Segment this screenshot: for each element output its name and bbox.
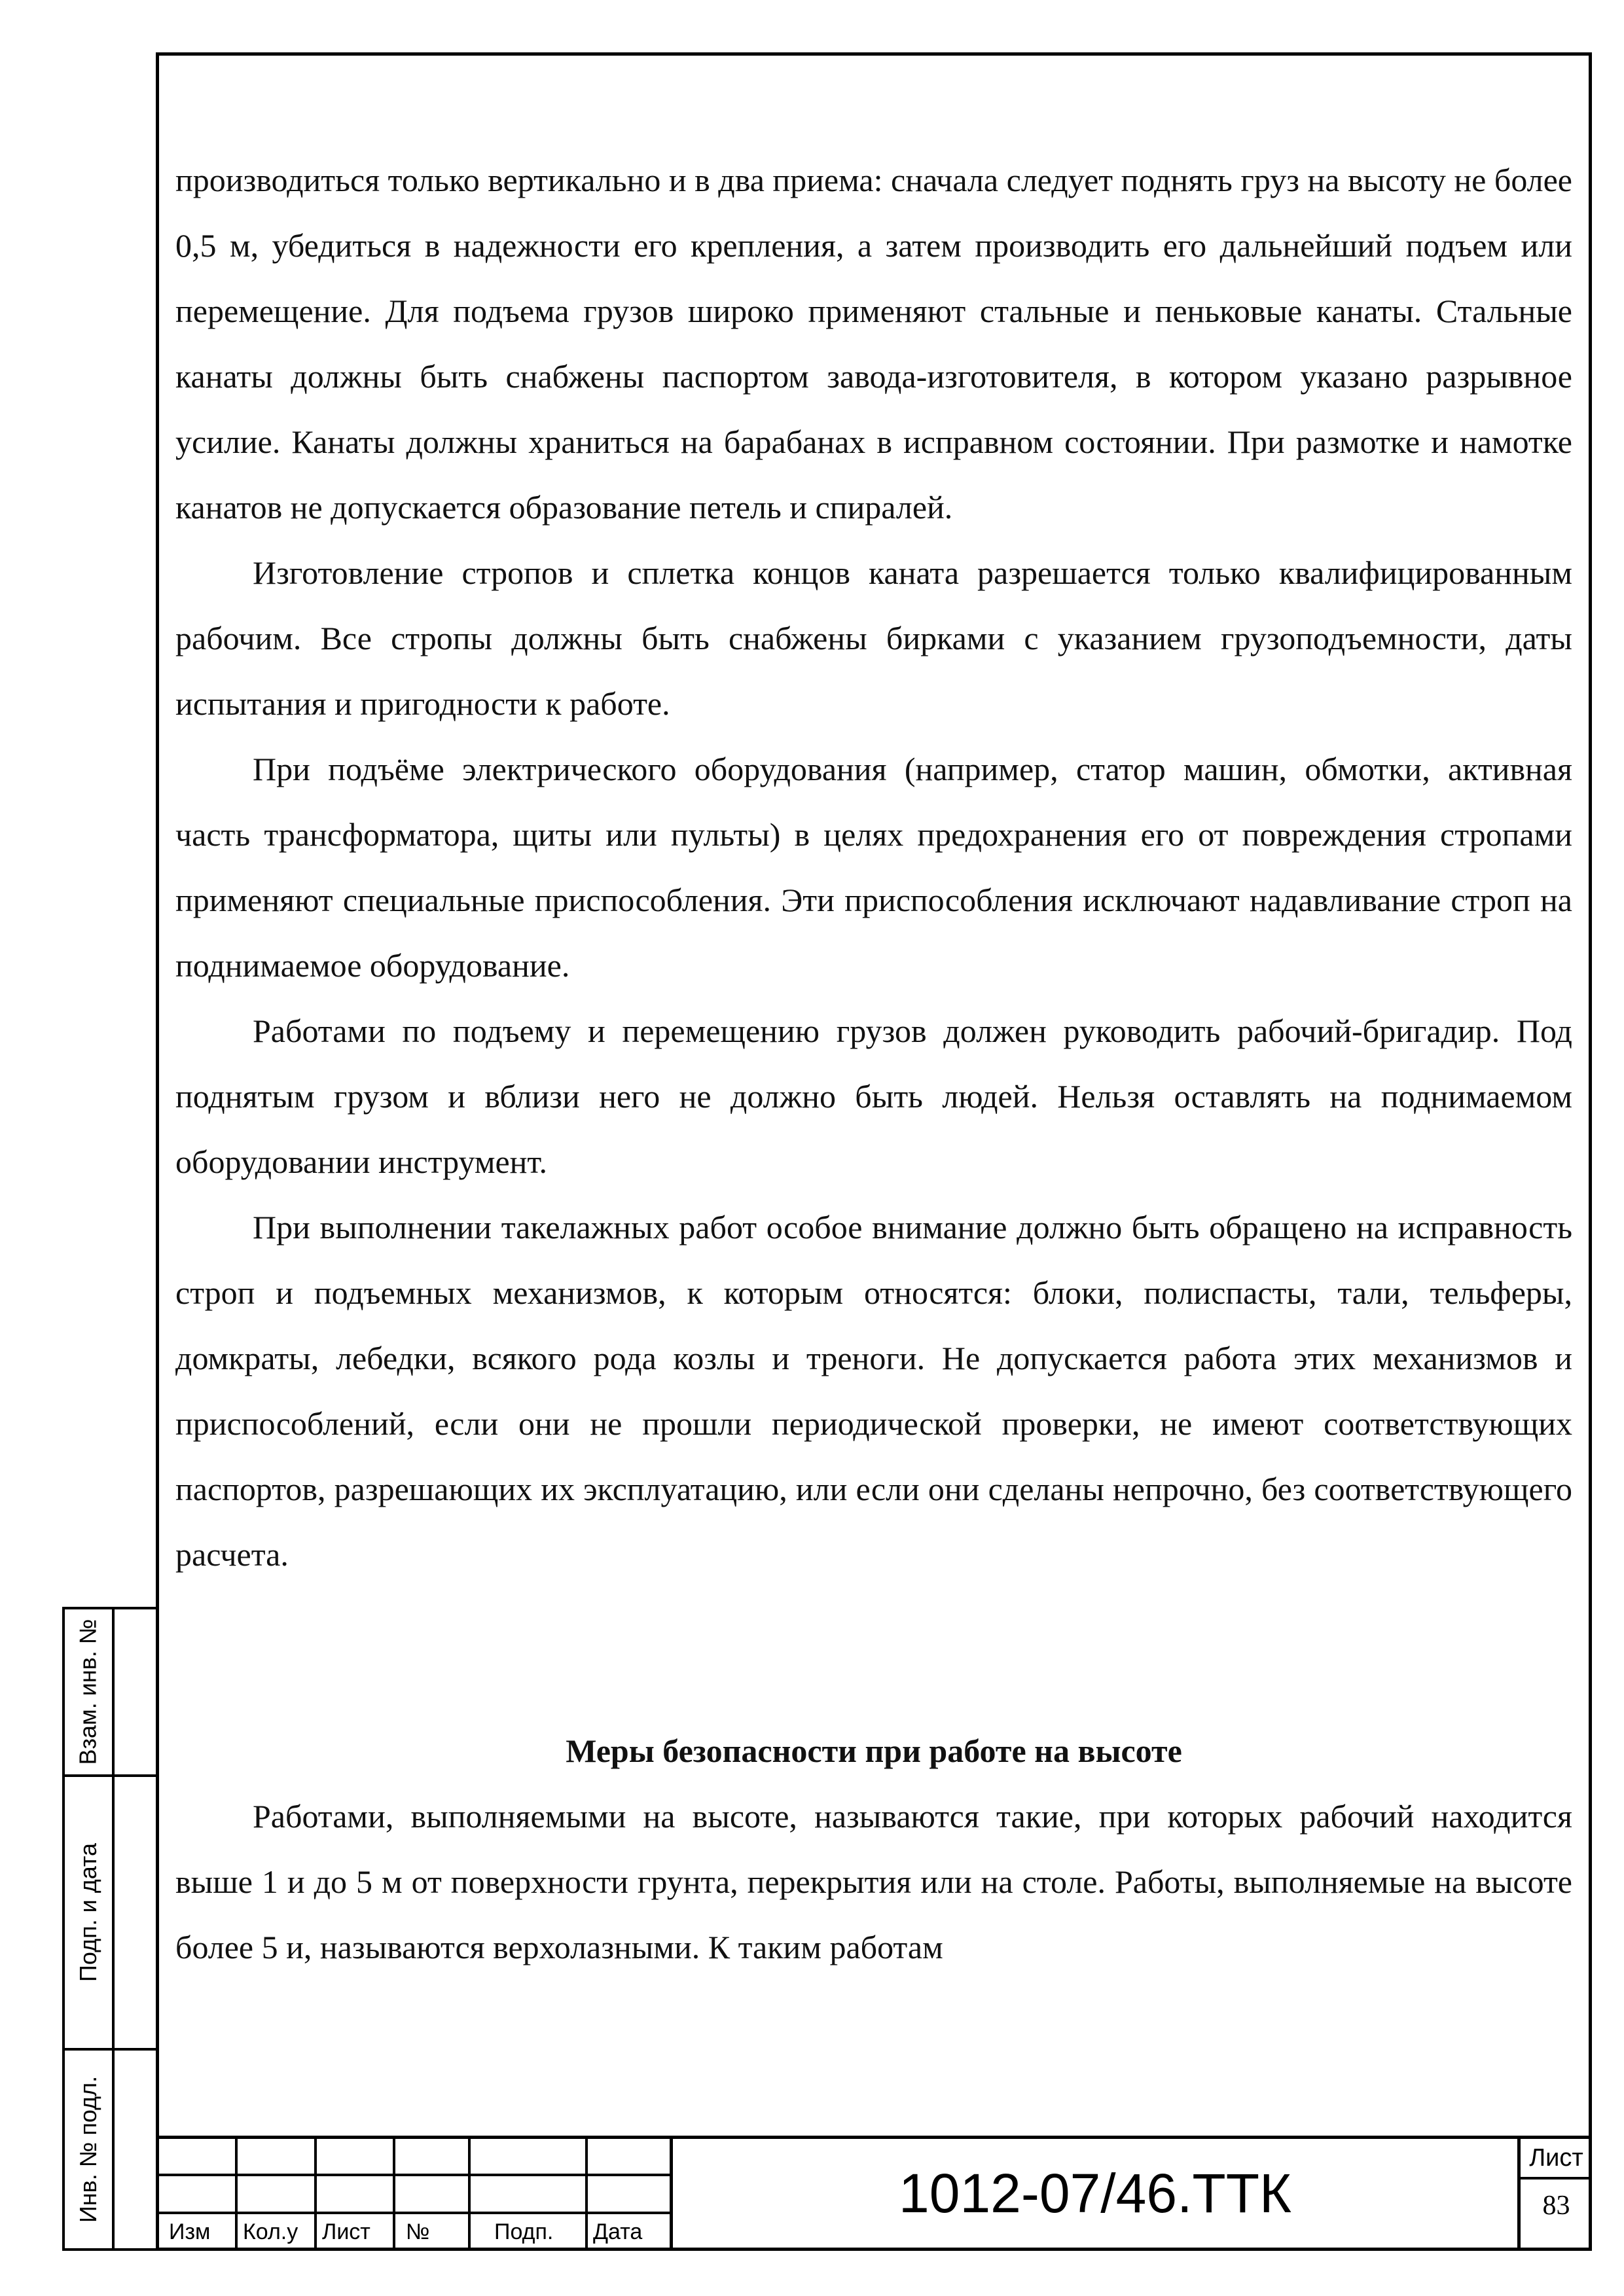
section-gap [175,1587,1572,1718]
revision-row-line [156,2174,670,2176]
document-body [175,147,1572,1980]
col-header-data: Дата [593,2219,643,2244]
inv-label: Инв. № подл. [75,2075,101,2223]
col-header-kolu: Кол.у [243,2219,298,2244]
side-stamp-vzam [62,1607,156,1777]
paragraph-2: Изготовление стропов и сплетка концов каната разрешается только квалифицированным рабочим. Все стропы должны быть снабжены бирками с указанием грузоподъемности, даты испытания и пригодности к работе. [175,554,1572,722]
side-stamp-podp [62,1777,156,2051]
side-stamp-inv [62,2051,156,2251]
sheet-label: Лист [1529,2144,1583,2172]
paragraph-5: При выполнении такелажных работ особое внимание должно быть обращено на исправность строп и подъемных механизмов, к которым относятся: блоки, полиспасты, тали, тельферы, домкраты, лебедки, всякого рода козлы и треноги. Не допускается работа этих механизмов и приспособлений, если они не прошли периодической проверки, не имеют соответствующих паспортов, разрешающих их эксплуатацию, или если они сделаны непрочно, без соответствующего расчета. [175,1209,1572,1573]
col-header-podp: Подп. [494,2219,554,2244]
col-header-num: № [406,2219,430,2244]
paragraph-6: Работами, выполняемыми на высоте, называются такие, при которых рабочий находится выше 1 и до 5 м от поверхности грунта, перекрытия или на столе. Работы, выполняемые на высоте более 5 и, называются верхолазными. К таким работам [175,1798,1572,1965]
paragraph-1: производиться только вертикально и в два приема: сначала следует поднять груз на высоту не более 0,5 м, убедиться в надежности его крепления, а затем производить его дальнейший подъем или перемещение. Для подъема грузов широко применяют стальные и пеньковые канаты. Стальные канаты должны быть снабжены паспортом завода-изготовителя, в котором указано разрывное усилие. Канаты должны храниться на барабанах в исправном состоянии. При размотке и намотке канатов не допускается образование петель и спиралей. [175,162,1572,526]
vzam-label: Взам. инв. № [75,1619,101,1765]
sheet-number: 83 [1542,2191,1570,2221]
col-header-list: Лист [322,2219,370,2244]
section-heading: Меры безопасности при работе на высоте [566,1732,1182,1769]
paragraph-3: При подъёме электрического оборудования (например, статор машин, обмотки, активная часть трансформатора, щиты или пульты) в целях предохранения его от повреждения стропами применяют специальные приспособления. Эти приспособления исключают надавливание строп на поднимаемое оборудование. [175,751,1572,984]
title-block-revisions [156,2137,670,2251]
col-header-izm: Изм [169,2219,211,2244]
paragraph-4: Работами по подъему и перемещению грузов должен руководить рабочий-бригадир. Под поднятым грузом и вблизи него не должно быть людей. Нельзя оставлять на поднимаемом оборудовании инструмент. [175,1013,1572,1180]
podp-label: Подп. и дата [75,1842,101,1982]
document-code: 1012-07/46.ТТК [899,2162,1291,2224]
